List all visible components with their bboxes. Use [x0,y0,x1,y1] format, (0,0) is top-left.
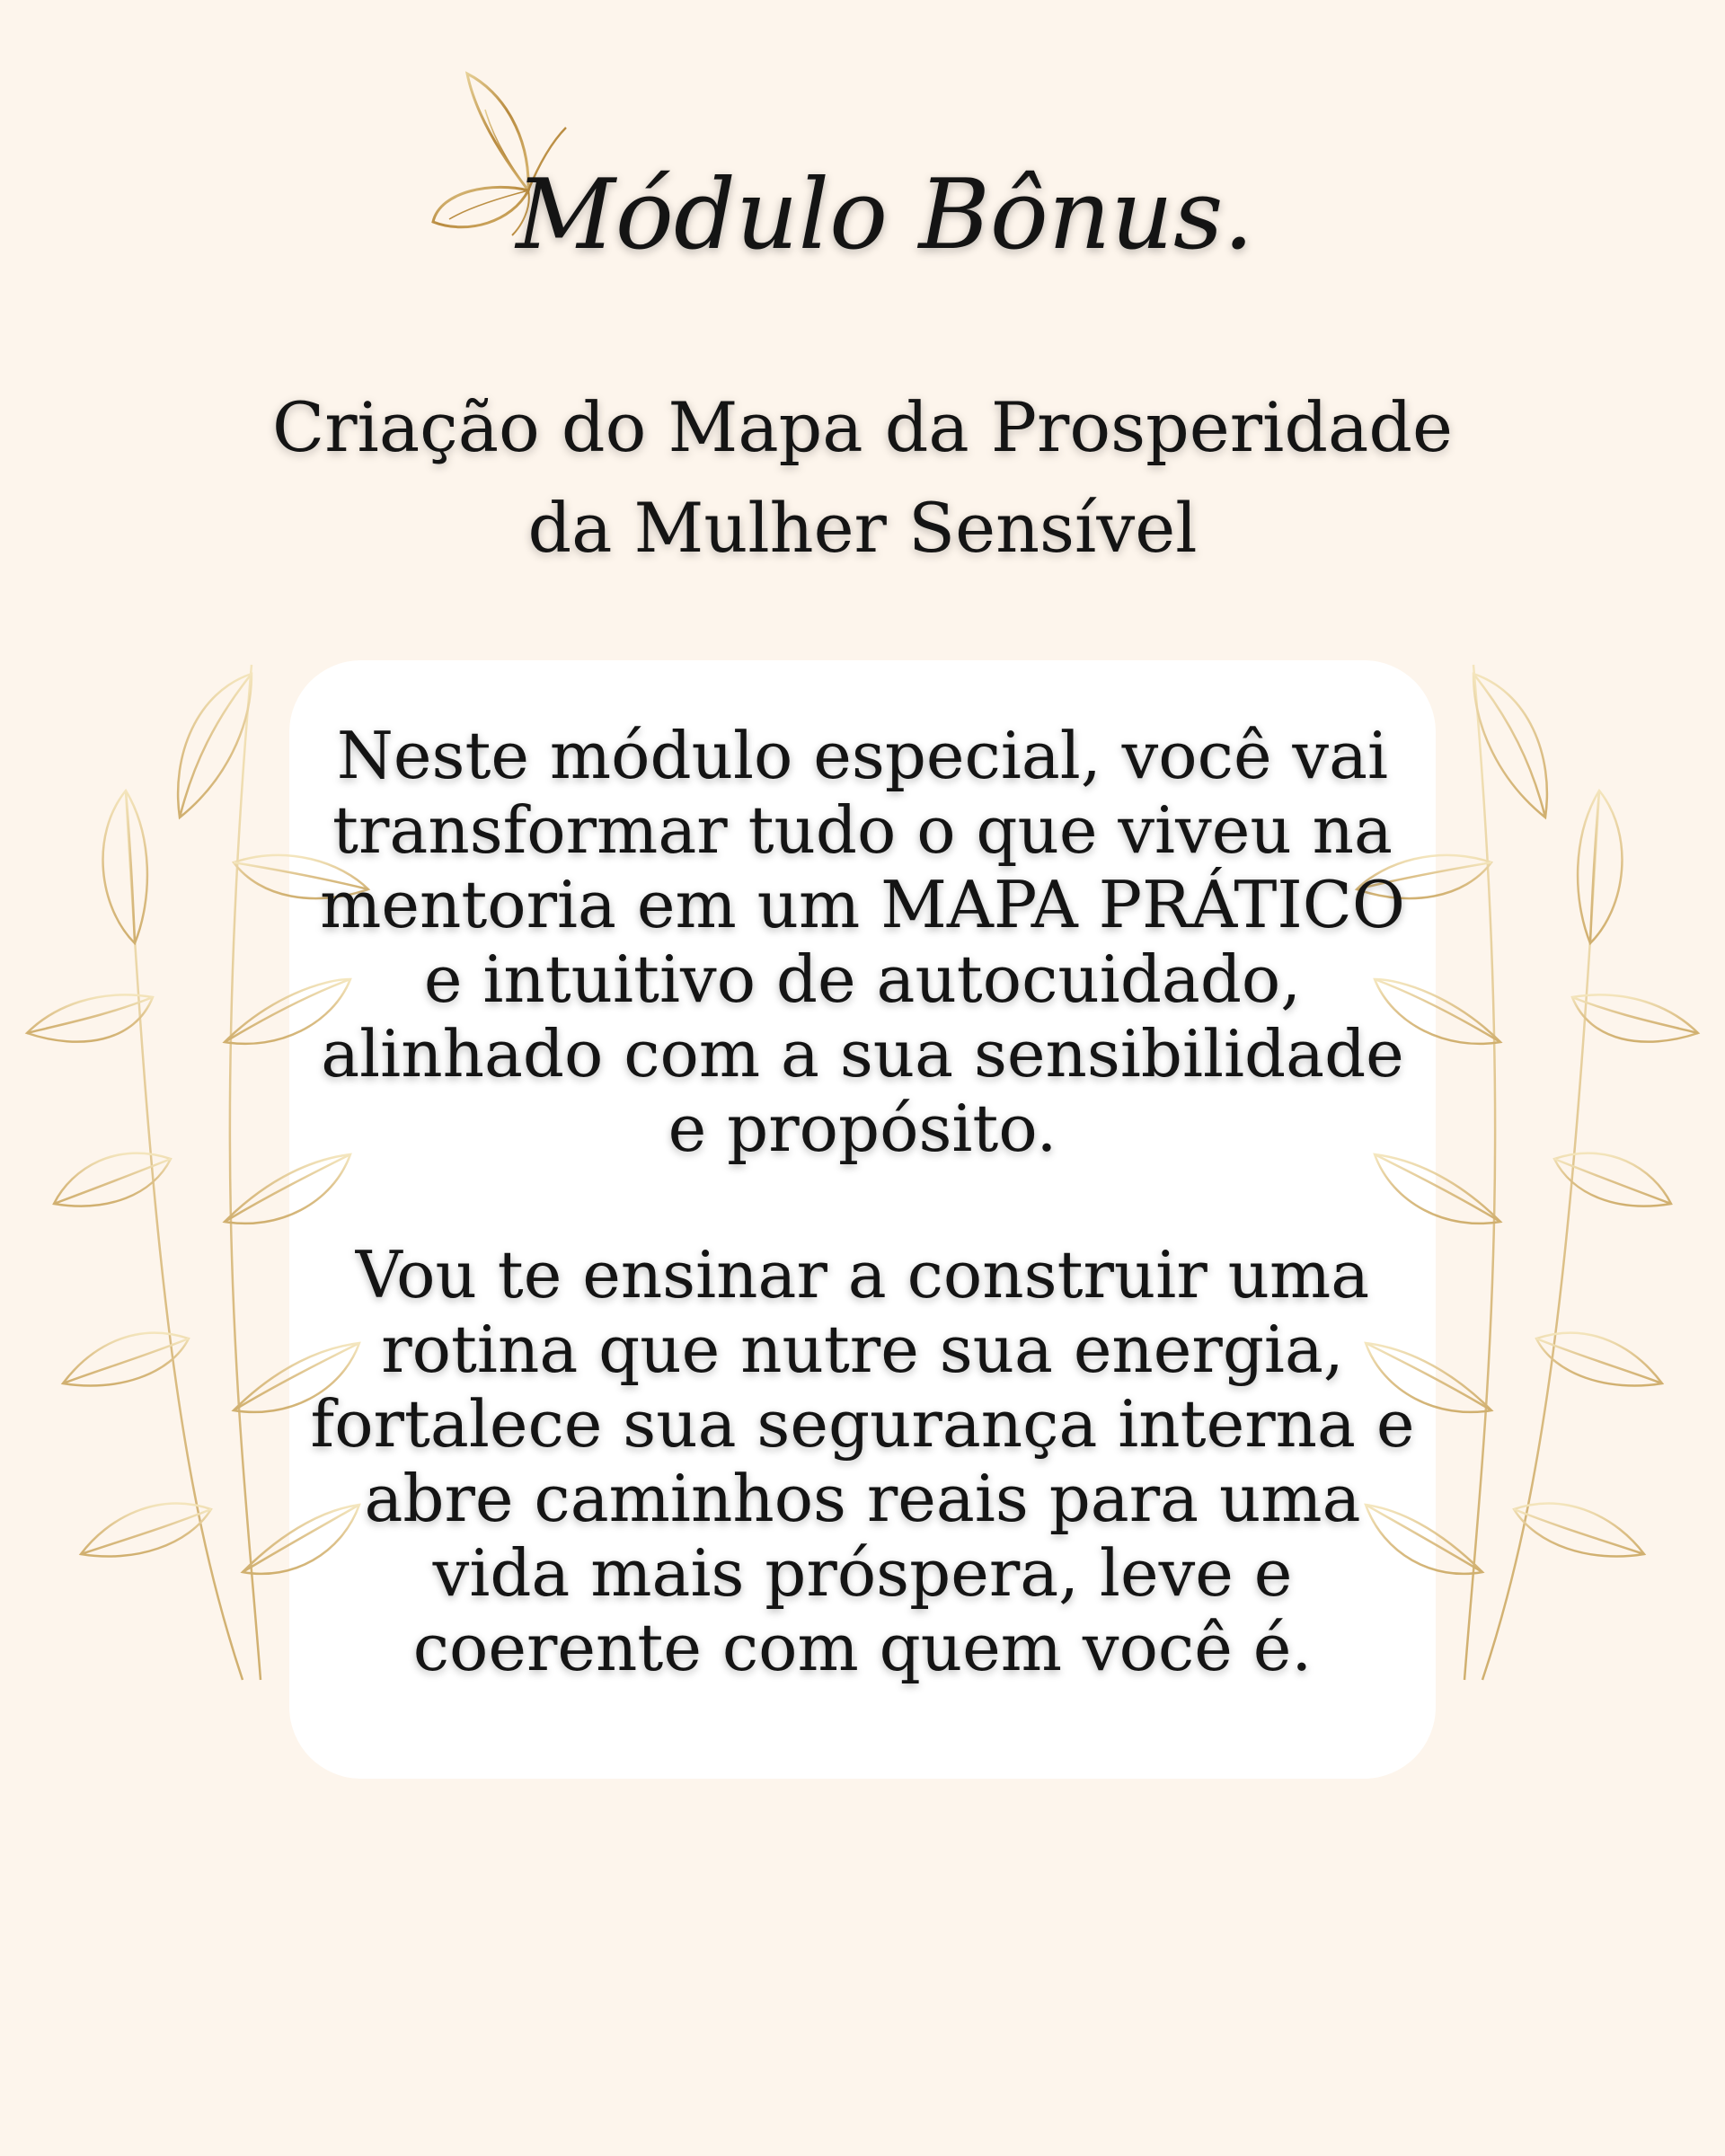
body-text [305,719,1420,1685]
page-subtitle: Criação do Mapa da Prosperidade da Mulher Sensível [272,387,1453,568]
page-title: Módulo Bônus. [516,159,1254,271]
paragraph-intro: Neste módulo especial, você vai transformar tudo o que viveu na mentoria em um MAPA PRÁTICO e intuitivo de autocuidado, alinhado com a sua sensibilidade e propósito. [320,718,1405,1166]
paragraph-routine: Vou te ensinar a construir uma rotina que nutre sua energia, fortalece sua segurança interna e abre caminhos reais para uma vida mais próspera, leve e coerente com quem você é. [310,1237,1415,1685]
